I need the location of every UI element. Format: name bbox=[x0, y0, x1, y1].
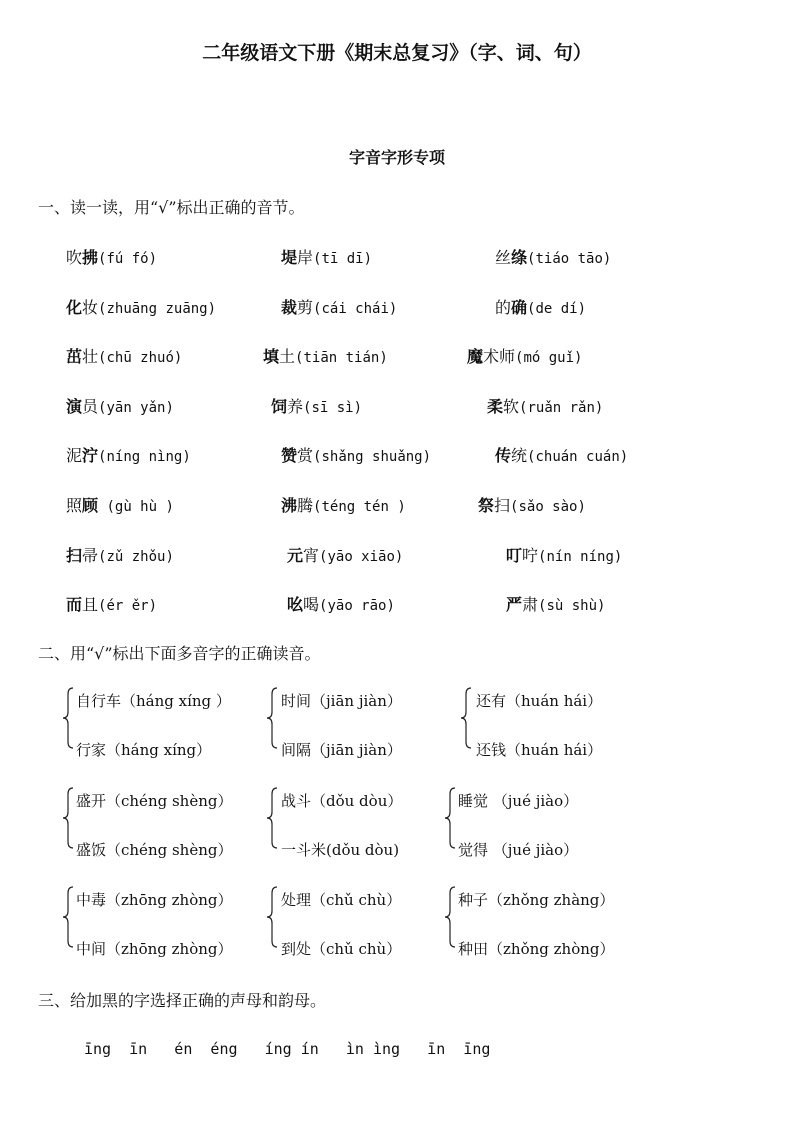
polyphone-item: 时间（jiān jiàn） bbox=[281, 692, 402, 710]
brace-icon bbox=[266, 885, 278, 949]
polyphone-item: 到处（chǔ chù） bbox=[281, 940, 402, 958]
word-char: 咛 bbox=[522, 545, 539, 565]
word-item bbox=[495, 295, 586, 318]
bold-char: 扫 bbox=[66, 545, 83, 565]
bold-char: 演 bbox=[66, 396, 83, 416]
brace-icon bbox=[444, 786, 456, 850]
section-title: 字音字形专项 bbox=[348, 148, 445, 167]
word-item bbox=[66, 344, 182, 367]
word-item bbox=[478, 493, 586, 516]
bold-char: 绦 bbox=[511, 248, 528, 267]
pinyin-options: (yāo rāo) bbox=[319, 598, 395, 615]
word-char: 员 bbox=[82, 396, 99, 416]
word-char: 术师 bbox=[483, 347, 516, 367]
bold-char: 裁 bbox=[281, 297, 298, 317]
pinyin-options: (tiān tián) bbox=[295, 350, 388, 367]
question-3-heading: 三、给加黑的字选择正确的声母和韵母。 bbox=[38, 991, 327, 1010]
pinyin-options: (shǎng shuǎng) bbox=[313, 449, 432, 466]
word-char: 照 bbox=[66, 496, 83, 515]
pinyin-options: (nín níng) bbox=[538, 548, 623, 565]
word-item bbox=[487, 394, 603, 417]
polyphone-item: 战斗（dǒu dòu） bbox=[281, 792, 403, 810]
polyphone-item: 还有（huán hái） bbox=[476, 692, 603, 710]
pinyin-options: (de dí) bbox=[527, 300, 587, 317]
pinyin-options: (sǎo sào) bbox=[510, 499, 586, 515]
word-char: 软 bbox=[503, 396, 520, 416]
word-char: 养 bbox=[287, 396, 304, 416]
brace-icon bbox=[62, 686, 74, 750]
polyphone-item: 自行车（háng xíng ） bbox=[76, 692, 231, 710]
question-1-heading: 一、读一读，用“√”标出正确的音节。 bbox=[38, 198, 305, 217]
bold-char: 柔 bbox=[487, 396, 504, 416]
word-char: 的 bbox=[495, 297, 512, 317]
word-char: 宵 bbox=[303, 545, 320, 565]
word-char: 帚 bbox=[82, 545, 99, 565]
pinyin-options: (ér ěr) bbox=[98, 598, 158, 615]
word-item bbox=[66, 245, 157, 268]
bold-char: 茁 bbox=[66, 347, 83, 367]
word-char: 吹 bbox=[66, 248, 83, 267]
word-char: 赏 bbox=[297, 446, 314, 466]
word-item bbox=[66, 394, 174, 417]
word-char: 泥 bbox=[66, 446, 83, 466]
word-item bbox=[281, 295, 397, 318]
word-char: 统 bbox=[511, 446, 528, 466]
bold-char: 饲 bbox=[271, 396, 288, 416]
word-item bbox=[495, 245, 611, 268]
brace-icon bbox=[266, 786, 278, 850]
pinyin-options: (yān yǎn) bbox=[98, 399, 174, 416]
bold-char: 确 bbox=[511, 297, 528, 317]
word-char: 妆 bbox=[82, 297, 99, 317]
question-3-options: īng īn én éng íng ín ìn ìng īn īng bbox=[84, 1040, 491, 1058]
polyphone-item: 一斗米(dǒu dòu) bbox=[281, 841, 400, 859]
pinyin-options: (níng nìng) bbox=[98, 449, 191, 466]
word-char: 壮 bbox=[82, 347, 99, 367]
bold-char: 沸 bbox=[281, 496, 298, 515]
polyphone-item: 觉得 （jué jiào） bbox=[458, 841, 579, 859]
bold-char: 祭 bbox=[478, 496, 495, 515]
pinyin-options: (chū zhuó) bbox=[98, 350, 183, 367]
bold-char: 填 bbox=[263, 347, 280, 367]
pinyin-options: (sù shù) bbox=[538, 598, 606, 615]
word-char: 丝 bbox=[495, 248, 512, 267]
word-item bbox=[467, 344, 582, 367]
polyphone-item: 中间（zhōng zhòng） bbox=[76, 940, 233, 958]
pinyin-options: (fú fó) bbox=[98, 251, 158, 267]
bold-char: 泞 bbox=[82, 446, 99, 466]
bold-char: 拂 bbox=[82, 248, 99, 267]
polyphone-item: 中毒（zhōng zhòng） bbox=[76, 891, 233, 909]
pinyin-options: (tiáo tāo) bbox=[527, 251, 612, 267]
polyphone-item: 还钱（huán hái） bbox=[476, 741, 603, 759]
word-item bbox=[495, 443, 628, 466]
bold-char: 吆 bbox=[287, 595, 304, 615]
pinyin-options: (zǔ zhǒu) bbox=[98, 548, 174, 565]
pinyin-options: (ruǎn rǎn) bbox=[519, 399, 604, 416]
word-item bbox=[263, 344, 388, 367]
brace-icon bbox=[444, 885, 456, 949]
word-item bbox=[281, 493, 406, 516]
question-2-heading: 二、用“√”标出下面多音字的正确读音。 bbox=[38, 644, 321, 663]
word-item bbox=[281, 443, 431, 466]
brace-icon bbox=[62, 786, 74, 850]
word-char: 岸 bbox=[297, 248, 314, 267]
bold-char: 传 bbox=[495, 446, 512, 466]
bold-char: 叮 bbox=[506, 545, 523, 565]
polyphone-item: 处理（chǔ chù） bbox=[281, 891, 402, 909]
bold-char: 赞 bbox=[281, 446, 298, 466]
word-item bbox=[506, 592, 605, 615]
word-char: 扫 bbox=[494, 496, 511, 515]
word-item bbox=[506, 543, 622, 566]
pinyin-options: (téng tén ) bbox=[313, 499, 406, 515]
word-char: 且 bbox=[82, 595, 99, 615]
brace-icon bbox=[62, 885, 74, 949]
bold-char: 堤 bbox=[281, 248, 298, 267]
pinyin-options: (mó guǐ) bbox=[515, 350, 583, 367]
bold-char: 化 bbox=[66, 297, 83, 317]
pinyin-options: (gù hù ) bbox=[98, 499, 174, 515]
word-item bbox=[66, 295, 216, 318]
pinyin-options: (sī sì) bbox=[303, 399, 363, 416]
word-item bbox=[66, 443, 191, 466]
word-char: 土 bbox=[279, 347, 296, 367]
polyphone-item: 睡觉 （jué jiào） bbox=[458, 792, 579, 810]
pinyin-options: (yāo xiāo) bbox=[319, 548, 404, 565]
word-item bbox=[287, 592, 395, 615]
word-item bbox=[66, 592, 157, 615]
pinyin-options: (zhuāng zuāng) bbox=[98, 300, 217, 317]
pinyin-options: (cái chái) bbox=[313, 300, 398, 317]
word-item bbox=[287, 543, 403, 566]
bold-char: 魔 bbox=[467, 347, 484, 367]
page-title: 二年级语文下册《期末总复习》（字、词、句） bbox=[202, 42, 592, 64]
polyphone-item: 盛开（chéng shèng） bbox=[76, 792, 233, 810]
word-item bbox=[271, 394, 362, 417]
bold-char: 而 bbox=[66, 595, 83, 615]
pinyin-options: (tī dī) bbox=[313, 251, 373, 267]
word-char: 喝 bbox=[303, 595, 320, 615]
bold-char: 元 bbox=[287, 545, 304, 565]
polyphone-item: 种子（zhǒng zhàng） bbox=[458, 891, 615, 909]
word-char: 肃 bbox=[522, 595, 539, 615]
word-char: 腾 bbox=[297, 496, 314, 515]
word-item bbox=[281, 245, 372, 268]
word-item bbox=[66, 493, 174, 516]
word-char: 剪 bbox=[297, 297, 314, 317]
polyphone-item: 盛饭（chéng shèng） bbox=[76, 841, 233, 859]
pinyin-options: (chuán cuán) bbox=[527, 449, 629, 466]
polyphone-item: 行家（háng xíng） bbox=[76, 741, 212, 759]
brace-icon bbox=[266, 686, 278, 750]
brace-icon bbox=[460, 686, 472, 750]
bold-char: 顾 bbox=[82, 496, 99, 515]
word-item bbox=[66, 543, 174, 566]
polyphone-item: 间隔（jiān jiàn） bbox=[281, 741, 402, 759]
bold-char: 严 bbox=[506, 595, 523, 615]
polyphone-item: 种田（zhǒng zhòng） bbox=[458, 940, 615, 958]
